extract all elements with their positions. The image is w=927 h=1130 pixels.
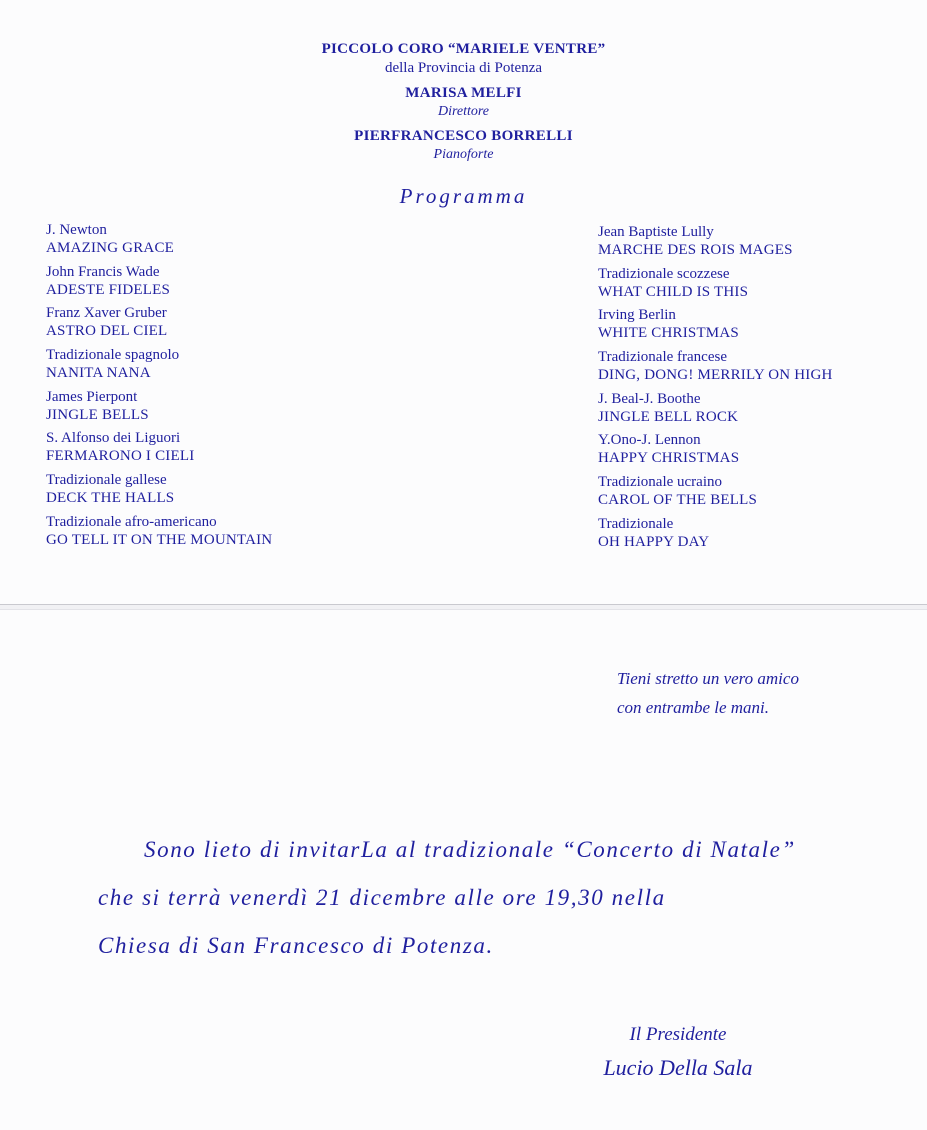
- composer: Y.Ono-J. Lennon: [598, 432, 701, 449]
- composer: Tradizionale francese: [598, 349, 727, 366]
- program-item: [46, 305, 272, 347]
- piece-title: DECK THE HALLS: [46, 490, 175, 507]
- program-item: [46, 389, 272, 431]
- composer: Tradizionale afro-americano: [46, 513, 217, 530]
- program-item: [598, 432, 833, 474]
- card-fold-line: [0, 604, 927, 610]
- invitation-line: Sono lieto di invitarLa al tradizionale “Concerto di Natale”: [144, 837, 796, 862]
- piece-title: DING, DONG! MERRILY ON HIGH: [598, 367, 833, 384]
- program-item: [46, 430, 272, 472]
- composer: J. Newton: [46, 222, 107, 238]
- composer: Tradizionale spagnolo: [46, 347, 180, 364]
- piece-title: ASTRO DEL CIEL: [46, 323, 168, 340]
- piece-title: AMAZING GRACE: [46, 240, 175, 256]
- program-item: [46, 222, 272, 264]
- choir-province: della Provincia di Potenza: [384, 60, 543, 76]
- piece-title: MARCHE DES ROIS MAGES: [598, 242, 793, 258]
- program-item: [598, 474, 833, 516]
- composer: Tradizionale: [598, 515, 674, 532]
- program-item: [46, 514, 272, 556]
- composer: Tradizionale gallese: [46, 472, 167, 489]
- program-title: Programma: [399, 184, 528, 208]
- program-item: [598, 516, 833, 558]
- signatory-role: Il Presidente: [629, 1024, 727, 1045]
- pianist-name: PIERFRANCESCO BORRELLI: [354, 128, 573, 144]
- friendship-quote: [617, 664, 799, 722]
- piece-title: OH HAPPY DAY: [598, 533, 710, 550]
- pianist-role: Pianoforte: [433, 147, 494, 162]
- composer: Tradizionale ucraino: [598, 474, 722, 491]
- program-list-right: [598, 224, 833, 558]
- piece-title: JINGLE BELLS: [46, 406, 149, 423]
- invitation-line: che si terrà venerdì 21 dicembre alle ore 19,30 nella: [98, 885, 666, 910]
- director-name: MARISA MELFI: [405, 85, 522, 101]
- composer: John Francis Wade: [46, 263, 160, 280]
- director-role: Direttore: [437, 104, 490, 119]
- program-item: [598, 391, 833, 433]
- concert-header: [0, 40, 927, 164]
- composer: J. Beal-J. Boothe: [598, 390, 701, 407]
- composer: Tradizionale scozzese: [598, 265, 730, 282]
- invitation-line: Chiesa di San Francesco di Potenza.: [98, 933, 494, 958]
- quote-line: Tieni stretto un vero amico: [617, 669, 799, 688]
- piece-title: ADESTE FIDELES: [46, 281, 171, 298]
- program-item: [46, 347, 272, 389]
- piece-title: GO TELL IT ON THE MOUNTAIN: [46, 531, 273, 548]
- piece-title: CAROL OF THE BELLS: [598, 492, 758, 509]
- program-item: [598, 349, 833, 391]
- program-list-left: [46, 222, 272, 556]
- composer: Irving Berlin: [598, 307, 676, 324]
- invitation-text: [98, 826, 858, 970]
- program-item: [598, 266, 833, 308]
- composer: S. Alfonso dei Liguori: [46, 430, 181, 447]
- composer: James Pierpont: [46, 388, 138, 405]
- program-item: [598, 307, 833, 349]
- signature-block: [578, 1020, 778, 1086]
- choir-name: PICCOLO CORO “MARIELE VENTRE”: [321, 41, 606, 57]
- program-item: [46, 472, 272, 514]
- piece-title: HAPPY CHRISTMAS: [598, 450, 740, 467]
- piece-title: JINGLE BELL ROCK: [598, 408, 739, 425]
- piece-title: NANITA NANA: [46, 365, 151, 382]
- piece-title: WHAT CHILD IS THIS: [598, 283, 749, 300]
- piece-title: FERMARONO I CIELI: [46, 448, 195, 465]
- signatory-name: Lucio Della Sala: [603, 1055, 753, 1080]
- quote-line: con entrambe le mani.: [617, 698, 770, 717]
- composer: Franz Xaver Gruber: [46, 305, 167, 322]
- piece-title: WHITE CHRISTMAS: [598, 325, 739, 342]
- program-item: [46, 264, 272, 306]
- composer: Jean Baptiste Lully: [598, 224, 714, 240]
- program-item: [598, 224, 833, 266]
